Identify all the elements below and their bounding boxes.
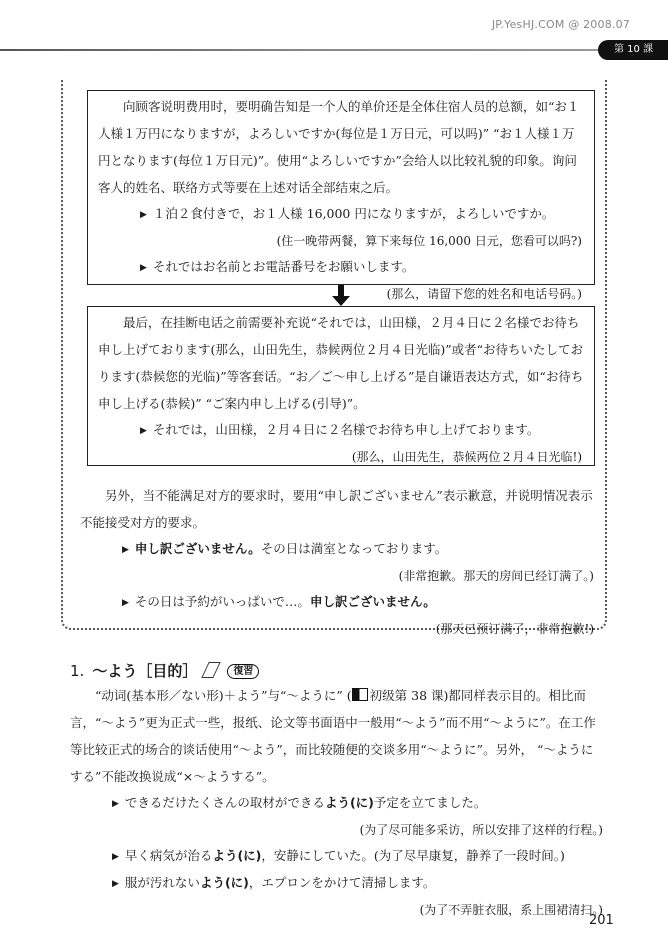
example-translation: (为了尽可能多采访，所以安排了这样的行程。) (359, 823, 603, 837)
watermark: JP.YesHJ.COM @ 2008.07 (491, 18, 630, 31)
example-sentence: ▶ 服が汚れないよう(に)，エプロンをかけて清掃します。 (112, 875, 436, 890)
triangle-bullet-icon: ▶ (122, 598, 129, 608)
header-rule (0, 49, 610, 51)
example-translation: (为了不弄脏衣服，系上围裙清扫。) (419, 903, 603, 917)
grammar-heading: 1. ～よう［目的］ 復習 (70, 660, 259, 681)
grammar-paragraph: “动词(基本形／ない形)＋よう”与“～ように” ( 初级第 38 课)都同样表示目的。相比而言，“～よう”更为正式一些，报纸、论文等书面语中一般用“～よう”而不用“～ように”。在工作等比较正式的场合的谈话使用“～よう”，而比较随便的交谈多用“～ように”。另外， “～ようにする”不能改换说成“×～ようする”。 (70, 688, 596, 784)
example-translation: (那么，山田先生，恭候两位２月４日光临!) (351, 450, 582, 464)
apology-paragraph: 另外，当不能满足对方的要求时，要用“申し訳ございません”表示歉意，并说明情况表示不能接受对方的要求。 (80, 488, 593, 530)
box2-paragraph: 最后，在挂断电话之前需要补充说“それでは，山田様，２月４日に２名様でお待ち申し上げております(那么，山田先生，恭候两位２月４日光临)”或者“お待ちいたしております(恭候您的光临)”等客套话。“お／ご～申し上げる”是自谦语表达方式，如“お待ち申し上げる(恭候)” “ご案内申し上げる(引导)”。 (98, 315, 584, 411)
example-sentence: ▶ できるだけたくさんの取材ができるよう(に)予定を立てました。 (112, 795, 487, 810)
review-badge: 復習 (227, 664, 259, 679)
example-sentence: ▶ 早く病気が治るよう(に)，安静にしていた。(为了尽早康复，静养了一段时间。) (112, 848, 565, 863)
pencil-icon (202, 662, 221, 678)
example-sentence: ▶ その日は予約がいっぱいで…。申し訳ございません。 (122, 594, 436, 609)
triangle-bullet-icon: ▶ (112, 852, 119, 862)
triangle-bullet-icon: ▶ (112, 879, 119, 889)
grammar-body (70, 682, 605, 923)
triangle-bullet-icon: ▶ (140, 210, 147, 220)
page-number: 201 (589, 913, 614, 928)
book-icon (352, 688, 368, 701)
apology-section (80, 482, 596, 642)
example-sentence: ▶ それでは，山田様，２月４日に２名様でお待ち申し上げております。 (140, 422, 540, 437)
triangle-bullet-icon: ▶ (140, 426, 147, 436)
triangle-bullet-icon: ▶ (140, 263, 147, 273)
down-arrow-icon (330, 285, 352, 307)
example-sentence: ▶ １泊２食付きで，お１人様 16,000 円になりますが，よろしいですか。 (140, 206, 555, 221)
lesson-tab: 第 10 課 (598, 40, 668, 60)
example-sentence: ▶ それではお名前とお電話番号をお願いします。 (140, 259, 415, 274)
triangle-bullet-icon: ▶ (122, 545, 129, 555)
example-translation: (非常抱歉。那天的房间已经订满了。) (398, 569, 594, 583)
explanation-box-1 (87, 90, 595, 301)
triangle-bullet-icon: ▶ (112, 799, 119, 809)
example-sentence: ▶ 申し訳ございません。その日は満室となっております。 (122, 541, 448, 556)
example-translation: (那天已预订满了，非常抱歉!) (435, 622, 594, 636)
example-translation: (住一晚带两餐，算下来每位 16,000 日元，您看可以吗?) (276, 234, 582, 248)
box1-paragraph: 向顾客说明费用时，要明确告知是一个人的单价还是全体住宿人员的总额，如“お１人様１万円になりますが，よろしいですか(每位是１万日元，可以吗)” “お１人様１万円となります(每位１万日元)”。使用“よろしいですか”会给人以比较礼貌的印象。询问客人的姓名、联络方式等要在上述对话全部结束之后。 (98, 99, 580, 195)
explanation-box-2 (87, 306, 595, 466)
example-translation: (那么，请留下您的姓名和电话号码。) (386, 287, 582, 301)
